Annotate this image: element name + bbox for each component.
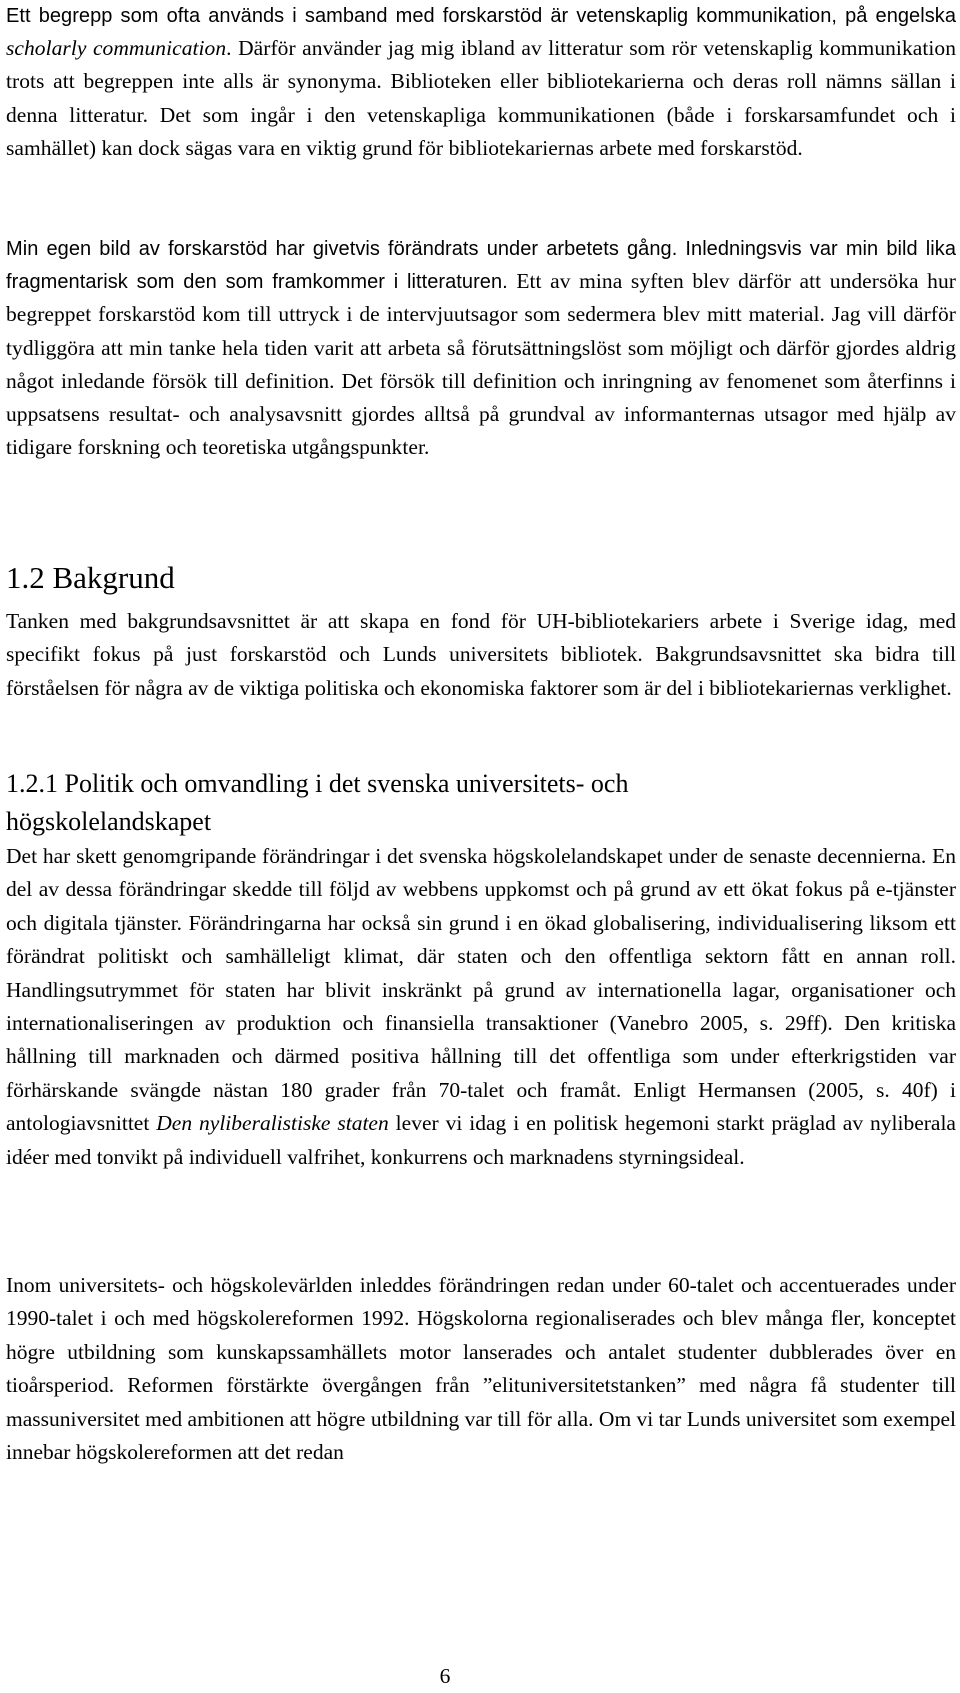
section-heading-bakgrund: 1.2 Bakgrund xyxy=(6,560,175,595)
subsection-heading-politik: 1.2.1 Politik och omvandling i det svenska universitets- och högskolelandskapet xyxy=(6,769,629,836)
paragraph-bakgrund: Tanken med bakgrundsavsnittet är att skapa en fond för UH-bibliotekariers arbete i Sverige idag, med specifikt fokus på just forskarstöd och Lunds universitets bibliotek. Bakgrundsavsnittet ska bidra till förståelsen för några av de viktiga politiska och ekonomiska faktorer som är del i bibliotekariernas verklighet. xyxy=(6,609,956,700)
page-number: 6 xyxy=(439,1664,451,1688)
paragraph-forandringar: Det har skett genomgripande förändringar i det svenska högskolelandskapet under de senaste decennierna. En del av dessa förändringar skedde till följd av webbens uppkomst och på grund av ett ökat fokus på e-tjänster och digitala tjänster. Förändringarna har också sin grund i en ökad globalisering, individualisering liksom ett förändrat politiskt och samhälleligt klimat, där staten och den offentliga sektorn fått en annan roll. Handlingsutrymmet för staten har blivit inskränkt på grund av internationella lagar, organisationer och internationaliseringen av produktion och finansiella transaktioner (Vanebro 2005, s. 29ff). Den kritiska hållning till marknaden och därmed positiva hållning till det offentliga som under efterkrigstiden var förhärskande svängde nästan 180 grader från 70-talet och framåt. Enligt Hermansen (2005, s. 40f) i antologiavsnittet Den nyliberalistiske staten lever vi idag i en politisk hegemoni starkt präglad av nyliberala idéer med tonvikt på individuell valfrihet, konkurrens och marknadens styrningsideal. xyxy=(6,844,956,1169)
paragraph-own-view: Min egen bild av forskarstöd har givetvis förändrats under arbetets gång. Inledningsvis var min bild lika fragmentarisk som den som framkommer i litteraturen. Ett av mina syften blev därför att undersöka hur begreppet forskarstöd kom till uttryck i de intervjuutsagor som sedermera blev mitt material. Jag vill därför tydliggöra att min tanke hela tiden varit att arbeta så förutsättningslöst som möjligt och därför gjordes aldrig något inledande försök till definition. Det försök till definition och inringning av fenomenet som återfinns i uppsatsens resultat- och analysavsnitt gjordes alltså på grundval av informanternas utsagor med hjälp av tidigare forskning och teoretiska utgångspunkter. xyxy=(6,238,956,460)
italic-term: scholarly communication xyxy=(6,36,227,61)
italic-title: Den nyliberalistiske staten xyxy=(156,1111,389,1136)
paragraph-hogskolereformen: Inom universitets- och högskolevärlden inleddes förändringen redan under 60-talet och accentuerades under 1990-talet i och med högskolereformen 1992. Högskolorna regionaliserades och blev många fler, konceptet högre utbildning som kunskapssamhällets motor lanserades och antalet studenter dubblerades över en tioårsperiod. Reformen förstärkte övergången från ”elituniversitetstanken” med några få studenter till massuniversitet med ambitionen att högre utbildning var till för alla. Om vi tar Lunds universitet som exempel innebar högskolereformen att det redan xyxy=(6,1273,956,1465)
paragraph-scholarly-communication: Ett begrepp som ofta används i samband med forskarstöd är vetenskaplig kommunikation, på engelska scholarly communication. Därför använder jag mig ibland av litteratur som rör vetenskaplig kommunikation trots att begreppen inte alls är synonyma. Biblioteken eller bibliotekarierna och deras roll nämns sällan i denna litteratur. Det som ingår i den vetenskapliga kommunikationen (både i forskarsamfundet och i samhället) kan dock sägas vara en viktig grund för bibliotekariernas arbete med forskarstöd. xyxy=(6,5,956,160)
